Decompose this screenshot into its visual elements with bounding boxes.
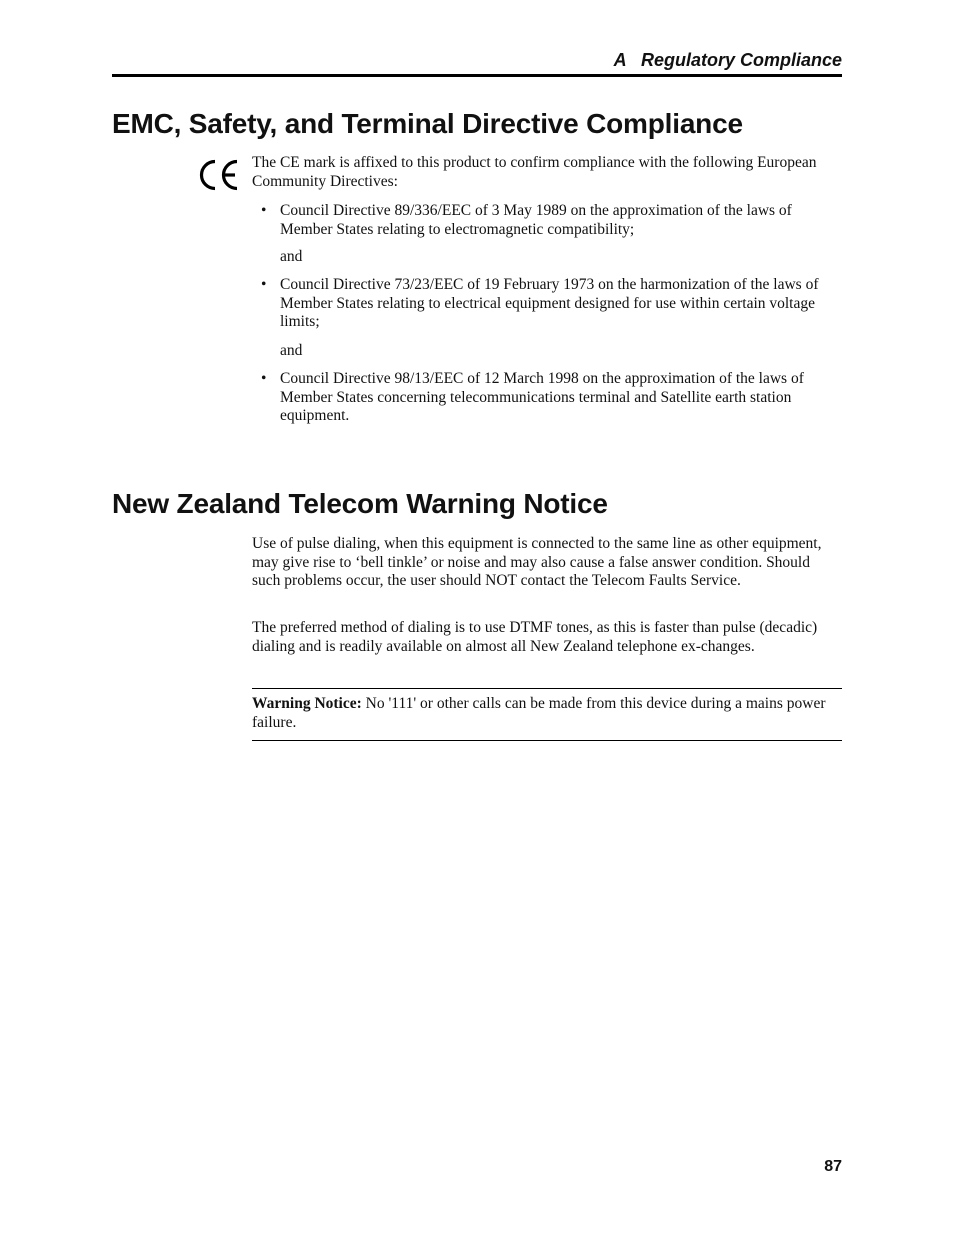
bullet-icon: • — [261, 202, 267, 219]
section-title-emc: EMC, Safety, and Terminal Directive Compliance — [112, 108, 743, 139]
warning-text: No '111' or other calls can be made from this device during a mains power failure. — [252, 695, 826, 731]
running-header: A Regulatory Compliance — [613, 50, 842, 70]
section-title-nz: New Zealand Telecom Warning Notice — [112, 488, 608, 519]
nz-paragraph: Use of pulse dialing, when this equipment is connected to the same line as other equipment, may give rise to ‘bell tinkle’ or noise and may also cause a false answer condition. Should such problems occur, the user should NOT contact the Telecom Faults Service. — [252, 535, 822, 590]
directive-item: Council Directive 73/23/EEC of 19 February 1973 on the harmonization of the laws of Member States relating to electrical equipment designed for use within certain voltage limits; — [280, 276, 819, 331]
ce-intro: The CE mark is affixed to this product to confirm compliance with the following European Community Directives: — [252, 154, 817, 190]
conjunction: and — [280, 342, 303, 359]
conjunction: and — [280, 248, 303, 265]
warning-rule-top — [252, 688, 842, 689]
nz-paragraph: The preferred method of dialing is to use DTMF tones, as this is faster than pulse (decadic) dialing and is readily available on almost all New Zealand telephone ex-changes. — [252, 619, 818, 655]
bullet-icon: • — [261, 276, 267, 293]
warning-notice — [252, 695, 842, 732]
page-number: 87 — [824, 1158, 842, 1175]
bullet-icon: • — [261, 370, 267, 387]
ce-mark-icon — [196, 158, 240, 192]
warning-label: Warning Notice: — [252, 695, 362, 712]
header-rule — [112, 74, 842, 77]
directive-item: Council Directive 98/13/EEC of 12 March 1998 on the approximation of the laws of Member States concerning telecommunications terminal and Satellite earth station equipment. — [280, 370, 804, 425]
directive-item: Council Directive 89/336/EEC of 3 May 1989 on the approximation of the laws of Member States relating to electromagnetic compatibility; — [280, 202, 792, 238]
warning-rule-bottom — [252, 740, 842, 741]
